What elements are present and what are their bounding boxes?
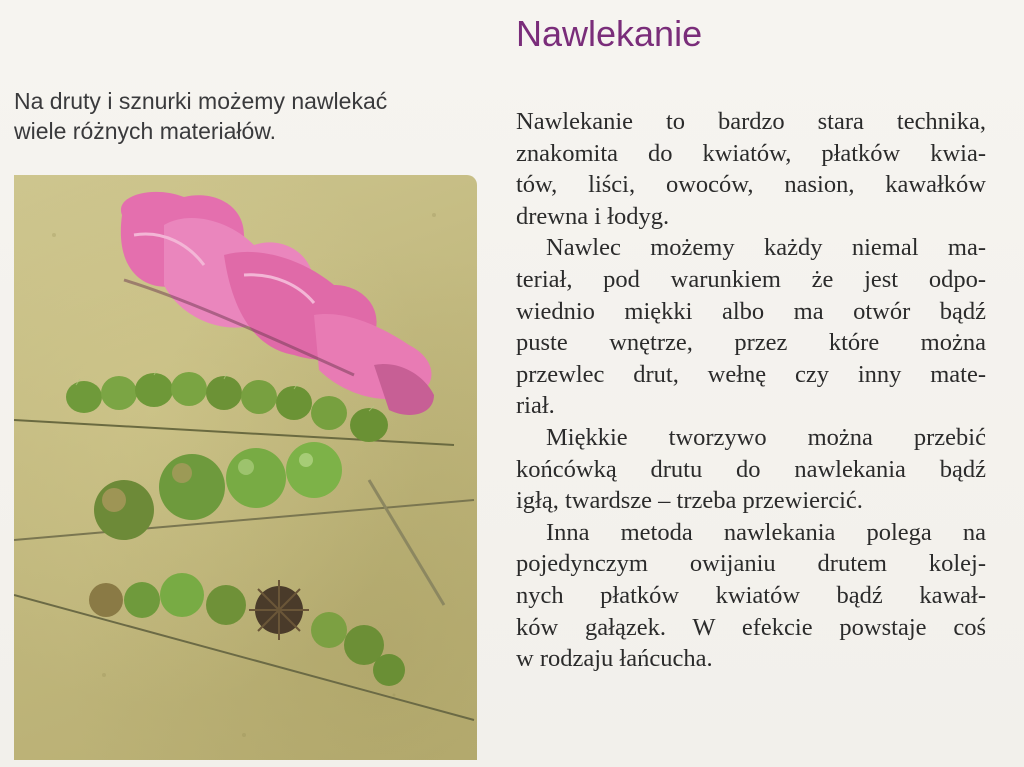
text-line: pojedynczym owijaniu drutem kolej- bbox=[516, 550, 986, 578]
text-line: puste wnętrze, przez które można bbox=[516, 329, 986, 357]
caption-line: Na druty i sznurki możemy nawlekać bbox=[14, 88, 388, 114]
text-line: przewlec drut, wełnę czy inny mate- bbox=[516, 360, 986, 388]
text-line: w rodzaju łańcucha. bbox=[516, 645, 713, 673]
caption-line: wiele różnych materiałów. bbox=[14, 118, 277, 144]
seed-pod-star bbox=[249, 580, 309, 640]
green-berry-chain bbox=[14, 442, 474, 605]
article-body bbox=[516, 106, 986, 675]
strung-materials-photo bbox=[14, 175, 477, 760]
text-line: wiednio miękki albo ma otwór bądź bbox=[516, 297, 986, 325]
text-line: Nawlec możemy każdy niemal ma- bbox=[546, 234, 986, 262]
paragraph-4 bbox=[516, 517, 986, 675]
page-title: Nawlekanie bbox=[516, 13, 703, 54]
text-line: tów, liści, owoców, nasion, kawałków bbox=[516, 171, 986, 199]
photo-illustration bbox=[14, 175, 477, 760]
text-line: Nawlekanie to bardzo stara technika, bbox=[516, 108, 986, 135]
text-line: riał. bbox=[516, 392, 555, 420]
text-line: teriał, pod warunkiem że jest odpo- bbox=[516, 265, 986, 293]
text-line: Inna metoda nawlekania polega na bbox=[546, 518, 986, 546]
text-line: drewna i łodyg. bbox=[516, 202, 670, 230]
paragraph-2 bbox=[516, 232, 986, 422]
text-line: końcówką drutu do nawlekania bądź bbox=[516, 455, 986, 483]
text-line: ków gałązek. W efekcie powstaje coś bbox=[516, 613, 986, 641]
text-line: Miękkie tworzywo można przebić bbox=[546, 423, 986, 451]
text-line: znakomita do kwiatów, płatków kwia- bbox=[516, 139, 986, 167]
mixed-seed-chain bbox=[14, 573, 474, 720]
paragraph-3 bbox=[516, 422, 986, 517]
photo-caption bbox=[14, 86, 484, 146]
text-line: nych płatków kwiatów bądź kawał- bbox=[516, 581, 986, 609]
paragraph-1 bbox=[516, 106, 986, 232]
text-line: igłą, twardsze – trzeba przewiercić. bbox=[516, 487, 863, 515]
